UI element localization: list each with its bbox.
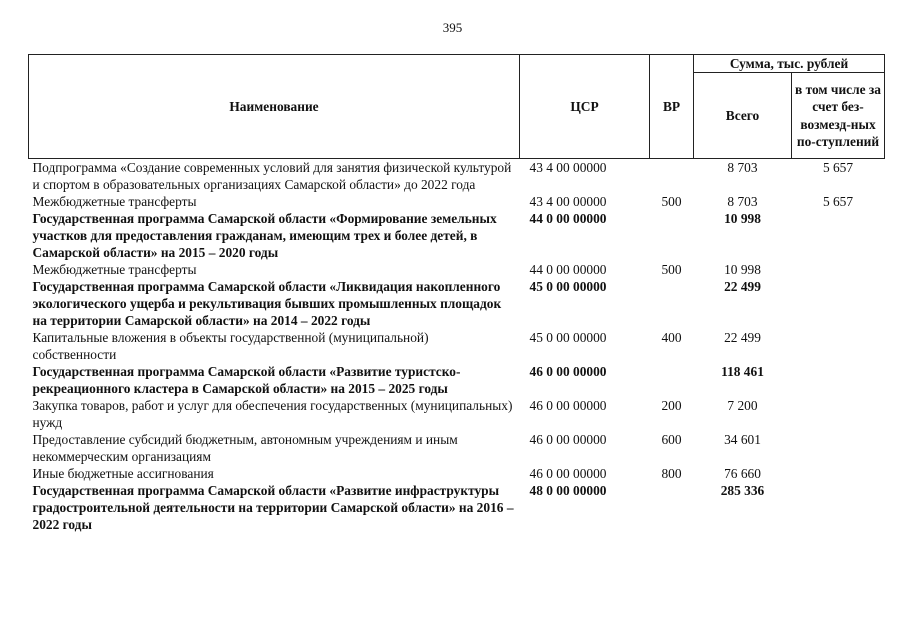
- table-row: [29, 278, 885, 329]
- cell-csr: 46 0 00 00000: [529, 364, 607, 379]
- cell-name: Предоставление субсидий бюджетным, автономным учреждениям и иным некоммерческим организациям: [32, 432, 458, 464]
- page-number: 395: [442, 20, 463, 35]
- cell-total: 10 998: [724, 262, 761, 277]
- header-free: в том числе за счет без-возмезд-ных по-ступлений: [792, 73, 885, 159]
- cell-total: 76 660: [724, 466, 761, 481]
- cell-free: 5 657: [822, 194, 854, 209]
- cell-total: 7 200: [727, 398, 758, 413]
- cell-name: Государственная программа Самарской области «Ликвидация накопленного экологического ущерба и рекультивация бывших промышленных площадок на территории Самарской области» на 2014 – 2022 годы: [32, 279, 502, 328]
- cell-free: [792, 397, 885, 431]
- cell-name: Капитальные вложения в объекты государственной (муниципальной) собственности: [32, 330, 429, 362]
- header-total: Всего: [694, 73, 792, 159]
- cell-csr: 46 0 00 00000: [529, 432, 607, 447]
- cell-total: 8 703: [727, 194, 758, 209]
- table-row: [29, 363, 885, 397]
- table-row: [29, 261, 885, 278]
- cell-csr: 46 0 00 00000: [529, 466, 607, 481]
- cell-csr: 44 0 00 00000: [529, 211, 607, 226]
- table-row: [29, 210, 885, 261]
- cell-total: 22 499: [724, 330, 761, 345]
- cell-csr: 43 4 00 00000: [529, 194, 607, 209]
- cell-total: 118 461: [721, 364, 764, 379]
- header-sum-group: Сумма, тыс. рублей: [694, 55, 885, 73]
- cell-total: 34 601: [724, 432, 761, 447]
- cell-free: [792, 210, 885, 261]
- cell-vr: 500: [661, 194, 682, 209]
- cell-vr: 400: [661, 330, 682, 345]
- cell-free: 5 657: [822, 160, 854, 175]
- cell-free: [792, 431, 885, 465]
- cell-vr: 500: [661, 262, 682, 277]
- cell-name: Иные бюджетные ассигнования: [32, 466, 214, 481]
- table-row: [29, 465, 885, 482]
- cell-vr: [650, 278, 694, 329]
- cell-name: Межбюджетные трансферты: [32, 262, 197, 277]
- cell-total: 8 703: [727, 160, 758, 175]
- table-row: [29, 482, 885, 533]
- table-row: [29, 397, 885, 431]
- cell-free: [792, 261, 885, 278]
- cell-free: [792, 482, 885, 533]
- table-row: [29, 159, 885, 194]
- header-name: Наименование: [29, 55, 520, 159]
- cell-vr: [650, 210, 694, 261]
- cell-name: Закупка товаров, работ и услуг для обеспечения государственных (муниципальных) нужд: [32, 398, 513, 430]
- cell-vr: 600: [661, 432, 682, 447]
- header-csr: ЦСР: [520, 55, 650, 159]
- cell-vr: 200: [661, 398, 682, 413]
- budget-table: [28, 54, 885, 533]
- cell-name: Государственная программа Самарской области «Развитие инфраструктуры градостроительной деятельности на территории Самарской области» на 2016 – 2022 годы: [32, 483, 514, 532]
- cell-free: [792, 329, 885, 363]
- table-row: [29, 431, 885, 465]
- cell-total: 285 336: [720, 483, 765, 498]
- cell-csr: 44 0 00 00000: [529, 262, 607, 277]
- cell-vr: [650, 363, 694, 397]
- table-row: [29, 329, 885, 363]
- cell-total: 22 499: [724, 279, 761, 294]
- cell-name: Межбюджетные трансферты: [32, 194, 197, 209]
- cell-free: [792, 465, 885, 482]
- header-vr: ВР: [650, 55, 694, 159]
- cell-csr: 45 0 00 00000: [529, 330, 607, 345]
- cell-csr: 45 0 00 00000: [529, 279, 607, 294]
- cell-csr: 48 0 00 00000: [529, 483, 607, 498]
- cell-vr: 800: [661, 466, 682, 481]
- cell-vr: [650, 159, 694, 194]
- cell-name: Государственная программа Самарской области «Развитие туристско-рекреационного кластера в Самарской области» на 2015 – 2025 годы: [32, 364, 461, 396]
- cell-free: [792, 278, 885, 329]
- cell-name: Подпрограмма «Создание современных условий для занятия физической культурой и спортом в образовательных организациях Самарской области» до 2022 года: [32, 160, 512, 192]
- cell-free: [792, 363, 885, 397]
- cell-csr: 43 4 00 00000: [529, 160, 607, 175]
- cell-vr: [650, 482, 694, 533]
- cell-name: Государственная программа Самарской области «Формирование земельных участков для предоставления гражданам, имеющим трех и более детей, в Самарской области» на 2015 – 2020 годы: [32, 211, 497, 260]
- cell-csr: 46 0 00 00000: [529, 398, 607, 413]
- cell-total: 10 998: [724, 211, 761, 226]
- table-row: [29, 193, 885, 210]
